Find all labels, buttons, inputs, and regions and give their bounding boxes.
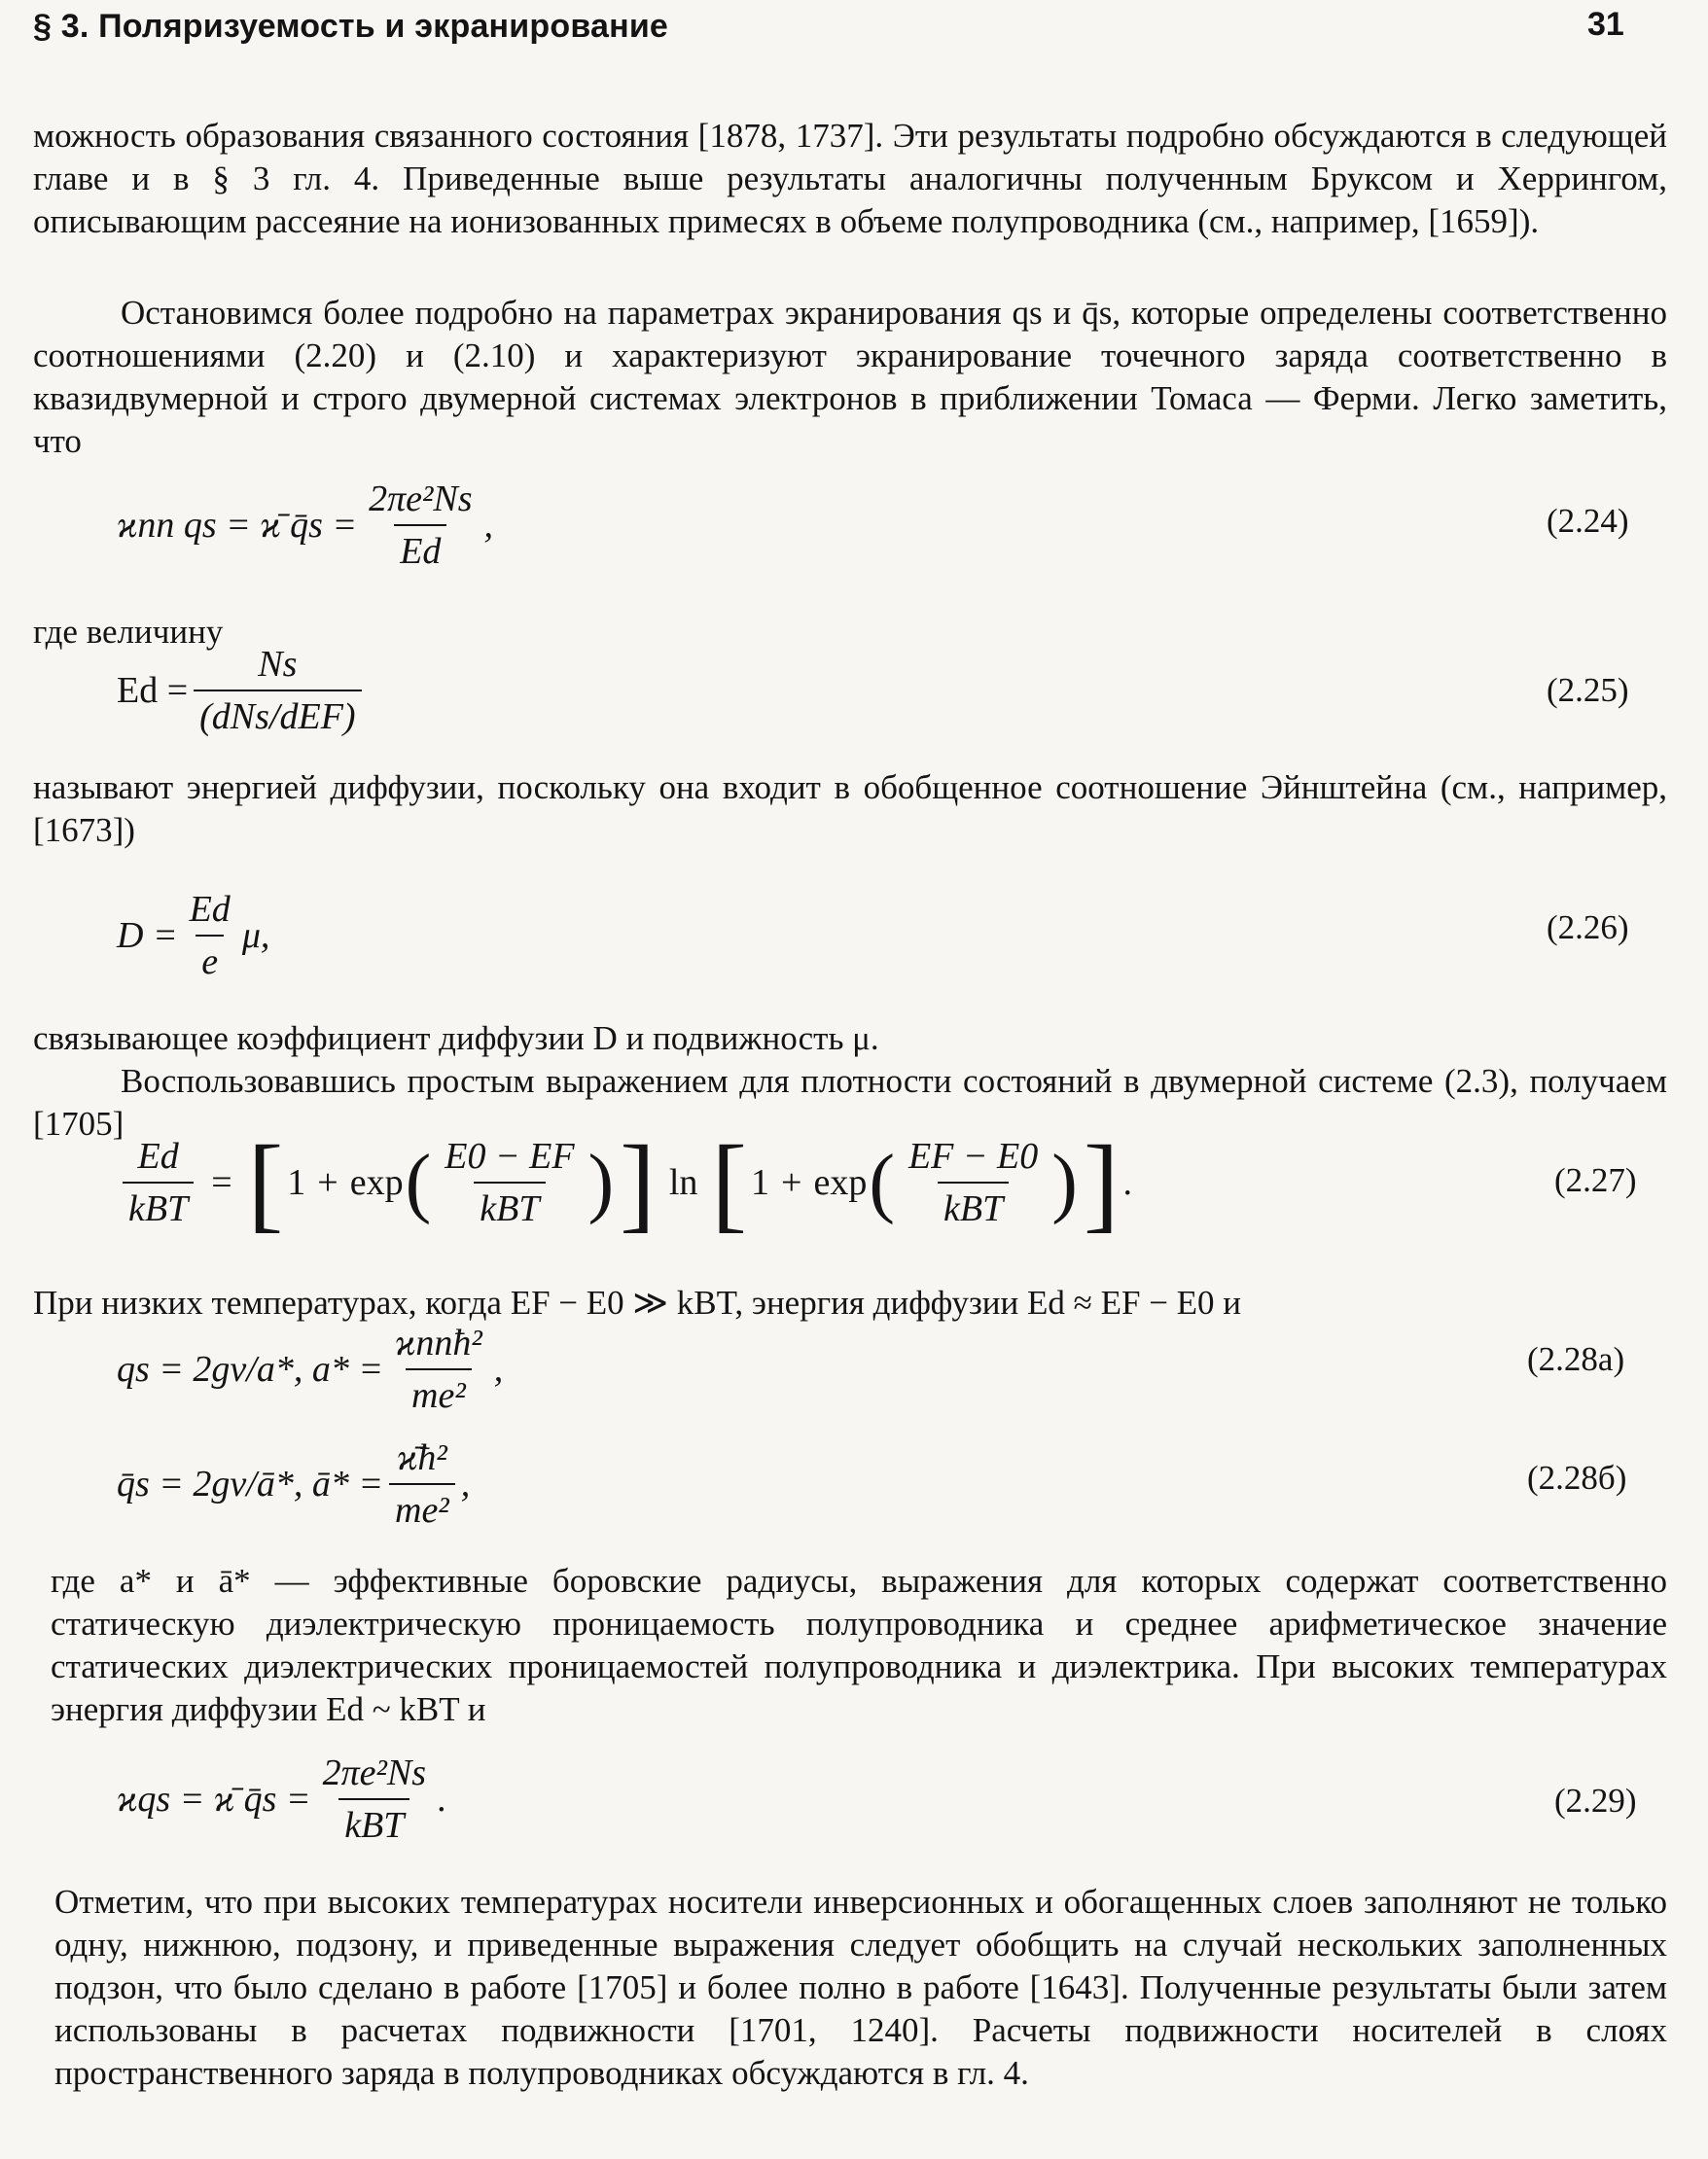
equation-2-28a-tail: , bbox=[493, 1349, 504, 1390]
equation-2-28a-fraction bbox=[389, 1322, 488, 1417]
equation-2-29 bbox=[117, 1751, 447, 1848]
paragraph-9: Отметим, что при высоких температурах носители инверсионных и обогащенных слоев заполняют не только одну, нижнюю, подзону, и приведенные выражения следует обобщить на случай нескольких заполненных подзон, что было сделано в работе [1705] и более полно в работе [1643]. Полученные результаты были затем использованы в расчетах подвижности [1701, 1240]. Расчеты подвижности носителей в слоях пространственного заряда в полупроводниках обсуждаются в гл. 4. bbox=[54, 1883, 1667, 2092]
equation-2-27-exp-1: exp bbox=[349, 1162, 404, 1203]
equation-number-2-27: (2.27) bbox=[1554, 1161, 1637, 1199]
paragraph-1: можность образования связанного состояния [1878, 1737]. Эти результаты подробно обсуждаются в следующей главе и в § 3 гл. 4. Приведенные выше результаты аналогичны полученным Бруксом и Херрингом, описывающим рассеяние на ионизованных примесях в объеме полупроводника (см., например, [1659]). bbox=[33, 117, 1667, 240]
equation-2-24-numerator: 2πe²Ns bbox=[369, 478, 473, 519]
equation-2-27-one-2: 1 bbox=[751, 1162, 770, 1203]
left-paren-2: ( bbox=[869, 1140, 895, 1225]
right-bracket-2: ] bbox=[1083, 1123, 1120, 1242]
equation-2-25-numerator: Ns bbox=[258, 644, 298, 685]
equation-2-27-lhs-fraction bbox=[123, 1135, 194, 1230]
right-bracket-1: ] bbox=[620, 1123, 656, 1242]
paragraph-7: При низких температурах, когда EF − E0 ≫ kBT, энергия диффузии Ed ≈ EF − E0 и bbox=[33, 1284, 1242, 1322]
paragraph-4: называют энергией диффузии, поскольку она входит в обобщенное соотношение Эйнштейна (см., например, [1673]) bbox=[33, 768, 1667, 849]
equation-number-2-25: (2.25) bbox=[1547, 671, 1629, 709]
left-paren-1: ( bbox=[405, 1140, 432, 1225]
equation-2-24 bbox=[117, 477, 493, 574]
paragraph-2: Остановимся более подробно на параметрах экранирования qs и q̄s, которые определены соответственно соотношениями (2.20) и (2.10) и характеризуют экранирование точечного заряда соответственно в квазидвумерной и строго двумерной системах электронов в приближении Томаса — Ферми. Легко заметить, что bbox=[33, 294, 1667, 460]
equation-2-28b-lhs: q̄s = 2gv/ā*, ā* = bbox=[117, 1464, 383, 1504]
equation-2-27-exp-2: exp bbox=[813, 1162, 868, 1203]
equation-2-26-lhs: D = bbox=[117, 915, 178, 956]
equation-2-27-lhs-numerator: Ed bbox=[137, 1136, 179, 1177]
running-head: § 3. Поляризуемость и экранирование bbox=[33, 8, 669, 45]
equation-2-27-tail: . bbox=[1122, 1162, 1133, 1203]
equation-2-24-fraction bbox=[363, 478, 478, 573]
equation-2-28a bbox=[117, 1321, 503, 1418]
equation-2-27-one-1: 1 bbox=[287, 1162, 306, 1203]
equation-2-28a-numerator: ϰппħ² bbox=[395, 1323, 482, 1363]
equation-2-26-fraction bbox=[184, 888, 236, 983]
equation-2-26-denominator: e bbox=[196, 935, 224, 983]
equation-2-27-fraction-2 bbox=[903, 1135, 1044, 1230]
page-number: 31 bbox=[1587, 6, 1624, 43]
equation-2-29-numerator: 2πe²Ns bbox=[322, 1752, 427, 1793]
equation-2-25-lhs: Ed = bbox=[117, 670, 189, 711]
equation-2-29-tail: . bbox=[438, 1779, 447, 1820]
equation-2-25-fraction bbox=[194, 643, 361, 738]
equation-2-27: $\frac{Ed}{\text{kBT}}$ = [ 1 + exp ( $\frac{E0 - EF}{\text{kBT}}$ ) ] ln [ 1 + exp ( $\frac{EF - E0}{\text{kBT}}$ ) ] . bbox=[117, 1134, 1132, 1231]
equation-2-27-fraction-1 bbox=[439, 1135, 580, 1230]
equation-2-29-denominator: kBT bbox=[338, 1798, 409, 1847]
right-paren-2: ) bbox=[1051, 1140, 1078, 1225]
equation-2-28b-fraction bbox=[389, 1436, 455, 1532]
equation-2-25-denominator: (dNs/dEF) bbox=[194, 690, 361, 738]
equation-2-28b-tail: , bbox=[460, 1464, 471, 1504]
equation-2-27-numerator-2: EF − E0 bbox=[907, 1136, 1039, 1177]
equation-2-26-numerator: Ed bbox=[189, 889, 231, 930]
paragraph-6: Воспользовавшись простым выражением для плотности состояний в двумерной системе (2.3), получаем [1705] bbox=[33, 1062, 1667, 1143]
equation-2-29-lhs: ϰqs = ϰ̄ q̄s = bbox=[117, 1779, 311, 1820]
equation-2-24-denominator: Ed bbox=[394, 524, 446, 573]
equation-2-27-denominator-2: kBT bbox=[938, 1182, 1009, 1230]
equation-2-24-lhs: ϰпп qs = ϰ̄ q̄s = bbox=[117, 505, 358, 546]
paragraph-8: где a* и ā* — эффективные боровские радиусы, выражения для которых содержат соответственно статическую диэлектрическую проницаемость полупроводника и среднее арифметическое значение статических диэлектрических проницаемостей полупроводника и диэлектрика. При высоких температурах энергия диффузии Ed ~ kBT и bbox=[51, 1562, 1667, 1728]
paragraph-3: где величину bbox=[33, 613, 224, 651]
equation-2-28a-denominator: me² bbox=[406, 1368, 472, 1417]
equation-2-25 bbox=[117, 642, 368, 739]
equation-number-2-24: (2.24) bbox=[1547, 502, 1629, 540]
equation-2-26-tail: μ, bbox=[241, 915, 270, 956]
equation-2-27-numerator-1: E0 − EF bbox=[445, 1136, 575, 1177]
equation-2-28a-lhs: qs = 2gv/a*, a* = bbox=[117, 1349, 383, 1390]
equation-2-28b bbox=[117, 1435, 470, 1533]
equation-2-28b-numerator: ϰ̄ħ² bbox=[396, 1437, 447, 1478]
equation-2-26 bbox=[117, 887, 269, 984]
equation-2-29-fraction bbox=[317, 1752, 432, 1847]
equation-number-2-29: (2.29) bbox=[1554, 1782, 1637, 1820]
equation-2-24-tail: , bbox=[483, 505, 494, 546]
equation-2-28b-denominator: me² bbox=[389, 1483, 455, 1532]
equation-2-27-lhs-denominator: kBT bbox=[123, 1182, 194, 1230]
equation-2-27-denominator-1: kBT bbox=[474, 1182, 545, 1230]
equation-number-2-26: (2.26) bbox=[1547, 908, 1629, 946]
left-bracket-1: [ bbox=[247, 1123, 284, 1242]
equation-number-2-28a: (2.28а) bbox=[1527, 1340, 1625, 1378]
right-paren-1: ) bbox=[587, 1140, 615, 1225]
equation-number-2-28b: (2.28б) bbox=[1527, 1459, 1627, 1497]
paragraph-5: связывающее коэффициент диффузии D и подвижность μ. bbox=[33, 1019, 879, 1057]
equation-2-27-ln: ln bbox=[668, 1162, 698, 1203]
left-bracket-2: [ bbox=[711, 1123, 748, 1242]
